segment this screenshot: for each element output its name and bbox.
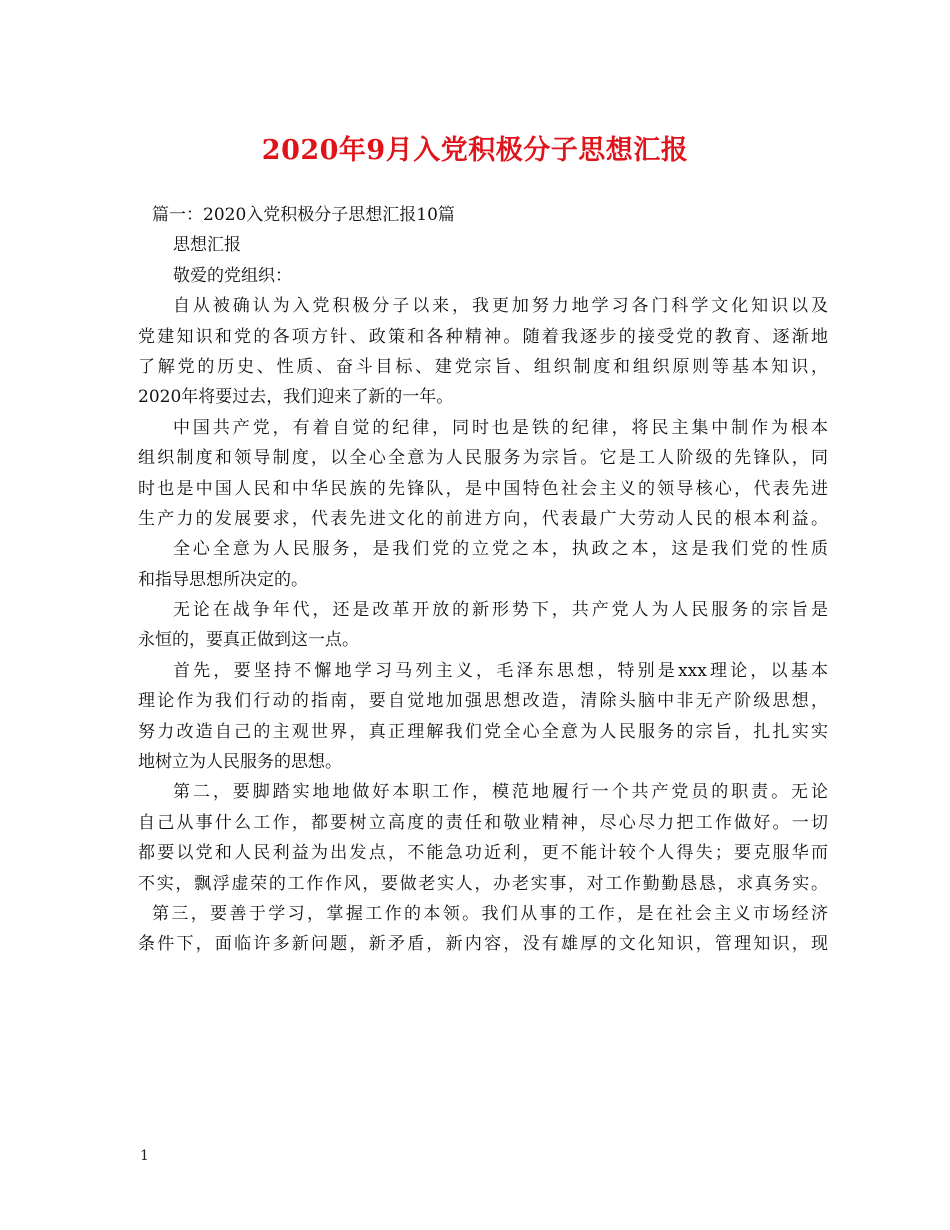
paragraph-line: 和指导思想所决定的。 — [138, 569, 308, 590]
paragraph-line: 不实，飘浮虚荣的工作作风，要做老实人，办老实事，对工作勤勤恳恳，求真务实。 — [138, 873, 828, 894]
section-heading: 篇一：2020入党积极分子思想汇报10篇 — [152, 205, 455, 225]
paragraph-line: 第二，要脚踏实地地做好本职工作，模范地履行一个共产党员的职责。无论 — [173, 782, 828, 803]
salutation: 敬爱的党组织： — [173, 265, 292, 286]
paragraph-line: 时也是中国人民和中华民族的先锋队，是中国特色社会主义的领导核心，代表先进 — [138, 478, 828, 499]
paragraph-line: 生产力的发展要求，代表先进文化的前进方向，代表最广大劳动人民的根本利益。 — [138, 508, 828, 529]
page-number: 1 — [140, 1148, 149, 1164]
paragraph-line: 地树立为人民服务的思想。 — [138, 752, 342, 773]
paragraph-line: 了解党的历史、性质、奋斗目标、建党宗旨、组织制度和组织原则等基本知识， — [138, 356, 828, 377]
report-label: 思想汇报 — [173, 235, 241, 256]
paragraph-line: 自从被确认为入党积极分子以来，我更加努力地学习各门科学文化知识以及 — [173, 296, 828, 317]
paragraph-line: 永恒的，要真正做到这一点。 — [138, 630, 359, 651]
paragraph-line: 努力改造自己的主观世界，真正理解我们党全心全意为人民服务的宗旨，扎扎实实 — [138, 721, 828, 742]
document-body — [138, 200, 828, 960]
paragraph-line: 党建知识和党的各项方针、政策和各种精神。随着我逐步的接受党的教育、逐渐地 — [138, 326, 828, 347]
paragraph-line: 2020年将要过去，我们迎来了新的一年。 — [138, 387, 454, 408]
paragraph-line: 无论在战争年代，还是改革开放的新形势下，共产党人为人民服务的宗旨是 — [173, 600, 828, 621]
paragraph-line: 首先，要坚持不懈地学习马列主义，毛泽东思想，特别是xxx理论，以基本 — [173, 660, 828, 681]
paragraph-line: 中国共产党，有着自觉的纪律，同时也是铁的纪律，将民主集中制作为根本 — [173, 417, 828, 438]
paragraph-line: 条件下，面临许多新问题，新矛盾，新内容，没有雄厚的文化知识，管理知识，现 — [138, 934, 828, 955]
paragraph-line: 全心全意为人民服务，是我们党的立党之本，执政之本，这是我们党的性质 — [173, 539, 828, 560]
paragraph-line: 组织制度和领导制度，以全心全意为人民服务为宗旨。它是工人阶级的先锋队，同 — [138, 448, 828, 469]
paragraph-line: 第三，要善于学习，掌握工作的本领。我们从事的工作，是在社会主义市场经济 — [152, 903, 828, 924]
paragraph-line: 理论作为我们行动的指南，要自觉地加强思想改造，清除头脑中非无产阶级思想， — [138, 691, 828, 712]
document-title: 2020年9月入党积极分子思想汇报 — [261, 135, 689, 166]
paragraph-line: 都要以党和人民利益为出发点，不能急功近利，更不能计较个人得失；要克服华而 — [138, 843, 828, 864]
paragraph-line: 自己从事什么工作，都要树立高度的责任和敬业精神，尽心尽力把工作做好。一切 — [138, 812, 828, 833]
